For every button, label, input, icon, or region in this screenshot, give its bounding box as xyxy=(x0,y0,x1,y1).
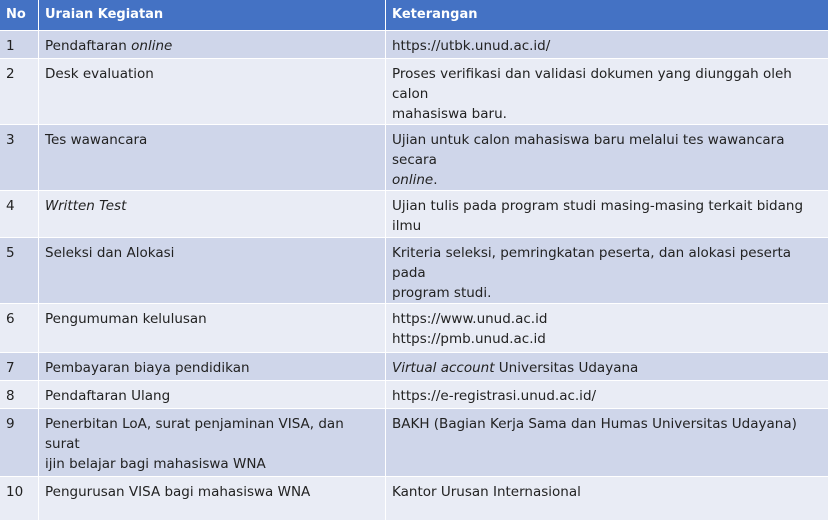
cell-kegiatan: Desk evaluation xyxy=(39,59,386,125)
table-row xyxy=(0,409,829,477)
table-row xyxy=(0,381,829,409)
table-row xyxy=(0,477,829,521)
cell-no: 1 xyxy=(0,31,39,59)
table-row xyxy=(0,59,829,125)
cell-no: 10 xyxy=(0,477,39,521)
cell-keterangan xyxy=(386,353,829,381)
cell-text: Penerbitan LoA, surat penjaminan VISA, dan surat xyxy=(45,416,344,452)
cell-no: 2 xyxy=(0,59,39,125)
cell-text: Universitas Udayana xyxy=(494,360,639,376)
cell-kegiatan: Pembayaran biaya pendidikan xyxy=(39,353,386,381)
table-row xyxy=(0,304,829,353)
table-row xyxy=(0,125,829,191)
link-text: https://utbk.unud.ac.id/ xyxy=(392,38,551,54)
table-row xyxy=(0,191,829,238)
cell-no: 6 xyxy=(0,304,39,353)
cell-kegiatan: Written Test xyxy=(39,191,386,238)
cell-kegiatan xyxy=(39,31,386,59)
header-uraian-kegiatan: Uraian Kegiatan xyxy=(39,0,386,31)
cell-kegiatan: Pengumuman kelulusan xyxy=(39,304,386,353)
cell-no: 7 xyxy=(0,353,39,381)
header-keterangan: Keterangan xyxy=(386,0,829,31)
cell-text-italic: Virtual account xyxy=(392,360,495,376)
cell-no: 8 xyxy=(0,381,39,409)
table-header-row xyxy=(0,0,829,31)
cell-no: 9 xyxy=(0,409,39,477)
cell-text: program studi. xyxy=(392,285,492,301)
cell-no: 3 xyxy=(0,125,39,191)
header-no: No xyxy=(0,0,39,31)
cell-keterangan xyxy=(386,125,829,191)
cell-no: 4 xyxy=(0,191,39,238)
cell-keterangan xyxy=(386,238,829,304)
cell-text: mahasiswa baru. xyxy=(392,106,507,122)
cell-keterangan xyxy=(386,31,829,59)
cell-keterangan: https://e-registrasi.unud.ac.id/ xyxy=(386,381,829,409)
link-text: https://pmb.unud.ac.id xyxy=(392,331,546,347)
cell-text-italic: online xyxy=(392,172,434,188)
cell-keterangan: Ujian tulis pada program studi masing-masing terkait bidang ilmu xyxy=(386,191,829,238)
cell-kegiatan: Seleksi dan Alokasi xyxy=(39,238,386,304)
table-row xyxy=(0,238,829,304)
cell-text-italic: online xyxy=(131,38,173,54)
cell-kegiatan: Tes wawancara xyxy=(39,125,386,191)
table-row xyxy=(0,353,829,381)
table-row xyxy=(0,31,829,59)
cell-keterangan xyxy=(386,304,829,353)
cell-text: ijin belajar bagi mahasiswa WNA xyxy=(45,456,266,472)
link-text: https://www.unud.ac.id xyxy=(392,311,548,327)
cell-text: . xyxy=(433,172,438,188)
cell-text: Kriteria seleksi, pemringkatan peserta, dan alokasi peserta pada xyxy=(392,245,792,281)
cell-kegiatan xyxy=(39,409,386,477)
cell-kegiatan: Pendaftaran Ulang xyxy=(39,381,386,409)
cell-kegiatan: Pengurusan VISA bagi mahasiswa WNA xyxy=(39,477,386,521)
cell-text: Pendaftaran xyxy=(45,38,132,54)
cell-keterangan xyxy=(386,59,829,125)
cell-text: Proses verifikasi dan validasi dokumen yang diunggah oleh calon xyxy=(392,66,792,102)
cell-no: 5 xyxy=(0,238,39,304)
cell-text: Ujian untuk calon mahasiswa baru melalui tes wawancara secara xyxy=(392,132,785,168)
cell-keterangan: BAKH (Bagian Kerja Sama dan Humas Universitas Udayana) xyxy=(386,409,829,477)
cell-keterangan: Kantor Urusan Internasional xyxy=(386,477,829,521)
